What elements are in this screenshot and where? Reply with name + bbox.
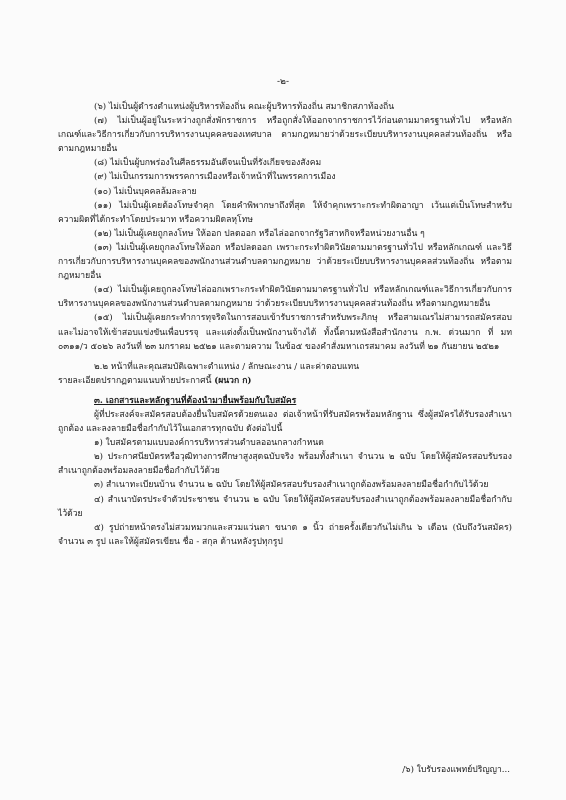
page-number: -๒-	[276, 77, 289, 87]
document-item-5: ๕) รูปถ่ายหน้าตรงไม่สวมหมวกและสวมแว่นตา ขนาด ๑ นิ้ว ถ่ายครั้งเดียวกันไม่เกิน ๖ เดือน (นับถึงวันสมัคร) จำนวน ๓ รูป และให้ผู้สมัครเขียน ชื่อ - สกุล ด้านหลังรูปทุกรูป	[58, 522, 512, 547]
document-item-4: ๔) สำเนาบัตรประจำตัวประชาชน จำนวน ๒ ฉบับ โดยให้ผู้สมัครสอบรับรองสำเนาถูกต้องพร้อมลงลายมือชื่อกำกับไว้ด้วย	[58, 494, 512, 519]
qualification-item-7: (๗) ไม่เป็นผู้อยู่ในระหว่างถูกสั่งพักราชการ หรือถูกสั่งให้ออกจากราชการไว้ก่อนตามมาตรฐานทั่วไป หรือหลักเกณฑ์และวิธีการเกี่ยวกับการบริหารงานบุคคลของเทศบาล ตามกฎหมายว่าด้วยระเบียบบริหารงานบุคคลส่วนท้องถิ่น หรือตามกฎหมายอื่น	[58, 116, 512, 155]
qualification-item-10: (๑๐) ไม่เป็นบุคคลล้มละลาย	[94, 186, 197, 197]
qualification-item-13: (๑๓) ไม่เป็นผู้เคยถูกลงโทษให้ออก หรือปลดออก เพราะกระทำผิดวินัยตามมาตรฐานทั่วไป หรือหลักเกณฑ์ และวิธีการเกี่ยวกับการบริหารงานบุคคลของพนักงานส่วนตำบลตามกฎหมาย ว่าด้วยระเบียบบริหารงานบุคคลส่วนท้องถิ่น หรือตามกฎหมายอื่น	[58, 242, 512, 282]
qualification-item-11: (๑๑) ไม่เป็นผู้เคยต้องโทษจำคุก โดยคำพิพากษาถึงที่สุด ให้จำคุกเพราะกระทำผิดอาญา เว้นแต่เป็นโทษสำหรับความผิดที่ได้กระทำโดยประมาท หรือความผิดลหุโทษ	[58, 200, 512, 225]
document-item-3: ๓) สำเนาทะเบียนบ้าน จำนวน ๒ ฉบับ โดยให้ผู้สมัครสอบรับรองสำเนาถูกต้องพร้อมลงลายมือชื่อกำกับไว้ด้วย	[94, 480, 489, 491]
continuation-note: /๖) ใบรับรองแพทย์ปริญญา...	[402, 765, 510, 775]
qualification-item-12: (๑๒) ไม่เป็นผู้เคยถูกลงโทษ ให้ออก ปลดออก หรือไล่ออกจากรัฐวิสาหกิจหรือหน่วยงานอื่น ๆ	[94, 228, 425, 239]
document-item-2: ๒) ประกาศนียบัตรหรือวุฒิทางการศึกษาสูงสุดฉบับจริง พร้อมทั้งสำเนา จำนวน ๒ ฉบับ โดยให้ผู้สมัครสอบรับรองสำเนาถูกต้องพร้อมลงลายมือชื่อกำกับไว้ด้วย	[58, 452, 512, 477]
qualification-item-14: (๑๔) ไม่เป็นผู้เคยถูกลงโทษไล่ออกเพราะกระทำผิดวินัยตามมาตรฐานทั่วไป หรือหลักเกณฑ์และวิธีการเกี่ยวกับการบริหารงานบุคคลของพนักงานส่วนตำบลตามกฎหมาย ว่าด้วยระเบียบบริหารงานบุคคลส่วนท้องถิ่น หรือตามกฎหมายอื่น	[58, 285, 512, 310]
section-3-heading-text: ๓. เอกสารและหลักฐานที่ต้องนำมายื่นพร้อมกับใบสมัคร	[94, 395, 297, 406]
section-3-heading	[58, 394, 512, 408]
document-body	[58, 100, 512, 549]
section-2-2-detail-text: รายละเอียดปรากฏตามแนบท้ายประกาศนี้	[58, 375, 212, 386]
qualification-item-6: (๖) ไม่เป็นผู้ดำรงตำแหน่งผู้บริหารท้องถิ่น คณะผู้บริหารท้องถิ่น สมาชิกสภาท้องถิ่น	[94, 102, 395, 112]
section-2-2-detail	[58, 374, 512, 388]
section-2-2-line: ๒.๒ หน้าที่และคุณสมบัติเฉพาะตำแหน่ง / ลักษณะงาน / และค่าตอบแทน	[94, 361, 360, 372]
annex-reference: (ผนวก ก)	[214, 375, 252, 386]
document-item-1: ๑) ใบสมัครตามแบบองค์การบริหารส่วนตำบลออนกลางกำหนด	[94, 438, 324, 449]
qualification-item-8: (๘) ไม่เป็นผู้บกพร่องในศีลธรรมอันดีจนเป็นที่รังเกียจของสังคม	[94, 158, 322, 169]
qualification-item-9: (๙) ไม่เป็นกรรมการพรรคการเมืองหรือเจ้าหน้าที่ในพรรคการเมือง	[94, 172, 336, 183]
section-3-intro: ผู้ที่ประสงค์จะสมัครสอบต้องยื่นใบสมัครด้วยตนเอง ต่อเจ้าหน้าที่รับสมัครพร้อมหลักฐาน ซึ่งผู้สมัครได้รับรองสำเนาถูกต้อง และลงลายมือชื่อกำกับไว้ในเอกสารทุกฉบับ ดังต่อไปนี้	[58, 409, 512, 435]
qualification-item-15: (๑๕) ไม่เป็นผู้เคยกระทำการทุจริตในการสอบเข้ารับราชการสำหรับพระภิกษุ หรือสามเณรไม่สามารถสมัครสอบ และไม่อาจให้เข้าสอบแข่งขันเพื่อบรรจุ และแต่งตั้งเป็นพนักงานจ้างได้ ทั้งนี้ตามหนังสือสำนักงาน ก.พ. ด่วนมาก ที่ มท ๐๓๑๑/ว ๕๐๒๖ ลงวันที่ ๒๓ มกราคม ๒๕๒๑ และตามความ ในข้อ๕ ของคำสั่งมหาเถรสมาคม ลงวันที่ ๒๑ กันยายน ๒๕๒๑	[58, 313, 512, 352]
